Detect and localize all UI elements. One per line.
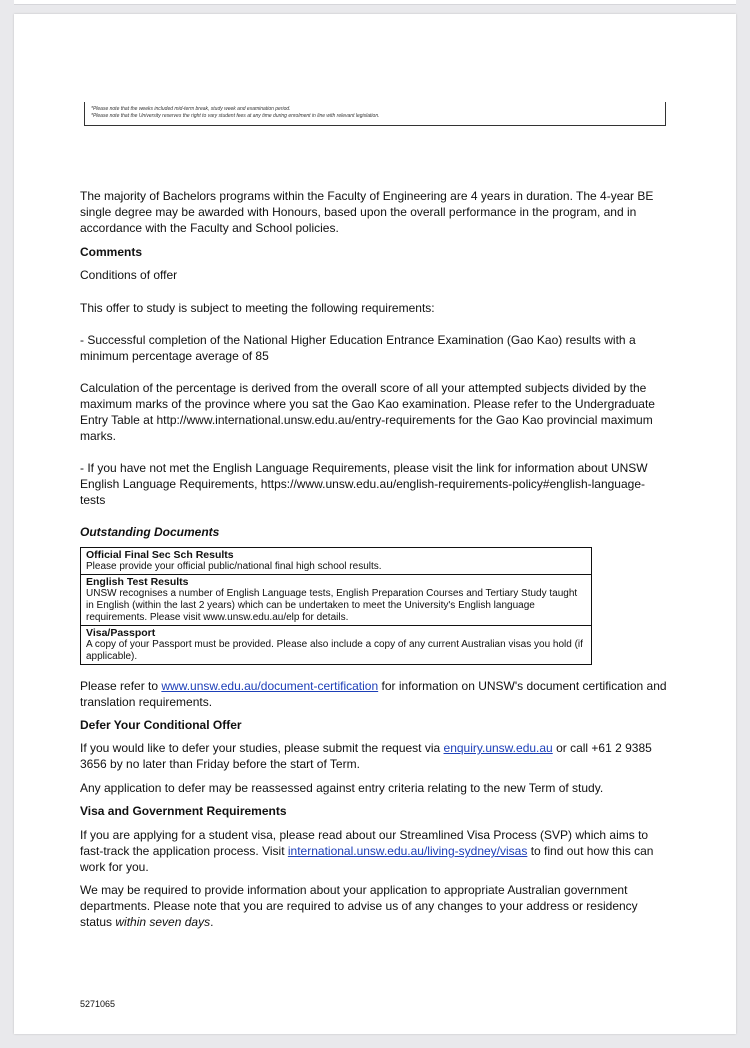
certification-paragraph [80,678,670,710]
doc-title: Official Final Sec Sch Results [86,549,234,561]
footnote-2: *Please note that the University reserves the right to vary student fees at any time during enrolment in line with relevant legislation. [91,112,380,119]
gov-italic-text: within seven days [115,915,211,929]
government-paragraph [80,882,670,930]
previous-page-edge [14,0,736,5]
visa-text-before: If you are applying for a student visa, please read about our Streamlined Visa Process (SVP) which aims to fast-track the application process. Visit [80,828,649,858]
gov-text-after: . [210,915,214,929]
gaokao-requirement: - Successful completion of the National Higher Education Entrance Examination (Gao Kao) results with a minimum percentage average of 85 [80,333,636,363]
gov-text-before: We may be required to provide information about your application to appropriate Australian government departments. Please note that you are required to advise us of any changes to your address or residency status [80,883,638,929]
defer-paragraph [80,740,670,772]
doc-description: Please provide your official public/national final high school results. [86,561,382,572]
doc-description: A copy of your Passport must be provided. Please also include a copy of any current Australian visas you hold (if applicable). [86,639,583,662]
certification-text-after: for information on UNSW's document certification and translation requirements. [80,679,667,709]
calculation-paragraph: Calculation of the percentage is derived from the overall score of all your attempted subjects divided by the maximum marks of the province where you sat the Gao Kao examination. Please refer to the Undergraduate Entry Table at http://www.international.unsw.edu.au/entry-requirements for the Gao Kao provincial maximum marks. [80,381,655,443]
enquiry-link[interactable]: enquiry.unsw.edu.au [443,741,553,755]
document-certification-link[interactable]: www.unsw.edu.au/document-certification [161,679,379,693]
doc-description: UNSW recognises a number of English Language tests, English Preparation Courses and Tertiary Study taught in English (within the last 2 years) which can be undertaken to meet the University's English language requirements. Please visit www.unsw.edu.au/elp for details. [86,588,578,623]
visas-link[interactable]: international.unsw.edu.au/living-sydney/visas [287,844,528,858]
defer-heading: Defer Your Conditional Offer [80,718,242,732]
table-row [81,626,592,665]
conditions-title: Conditions of offer [80,268,178,282]
visa-text-after: to find out how this can work for you. [80,844,654,874]
table-cell [81,626,592,665]
defer-text-before: If you would like to defer your studies, please submit the request via [80,741,444,755]
outstanding-docs-heading: Outstanding Documents [80,525,220,539]
requirements-intro: This offer to study is subject to meeting the following requirements: [80,301,435,315]
defer-reassess: Any application to defer may be reassessed against entry criteria relating to the new Term of study. [80,781,604,795]
table-row [81,548,592,575]
footnote-box [84,102,666,126]
visa-heading: Visa and Government Requirements [80,804,287,818]
table-row [81,575,592,626]
outstanding-documents-table [80,547,592,665]
table-cell [81,548,592,575]
english-requirement: - If you have not met the English Language Requirements, please visit the link for information about UNSW English Language Requirements, https://www.unsw.edu.au/english-requirements-policy#english-language-tests [80,461,648,507]
doc-title: English Test Results [86,576,189,588]
document-page [14,14,736,1034]
footnote-1: *Please note that the weeks included mid-term break, study week and examination period. [91,106,291,112]
intro-paragraph: The majority of Bachelors programs within the Faculty of Engineering are 4 years in duration. The 4-year BE single degree may be awarded with Honours, based upon the overall performance in the program, and in accordance with the Faculty and School policies. [80,189,654,235]
certification-text-before: Please refer to [80,679,162,693]
visa-paragraph [80,827,670,875]
reference-number: 5271065 [80,999,116,1009]
table-cell [81,575,592,626]
comments-heading: Comments [80,245,143,259]
defer-text-after: or call +61 2 9385 3656 by no later than Friday before the start of Term. [80,741,652,771]
doc-title: Visa/Passport [86,627,156,639]
